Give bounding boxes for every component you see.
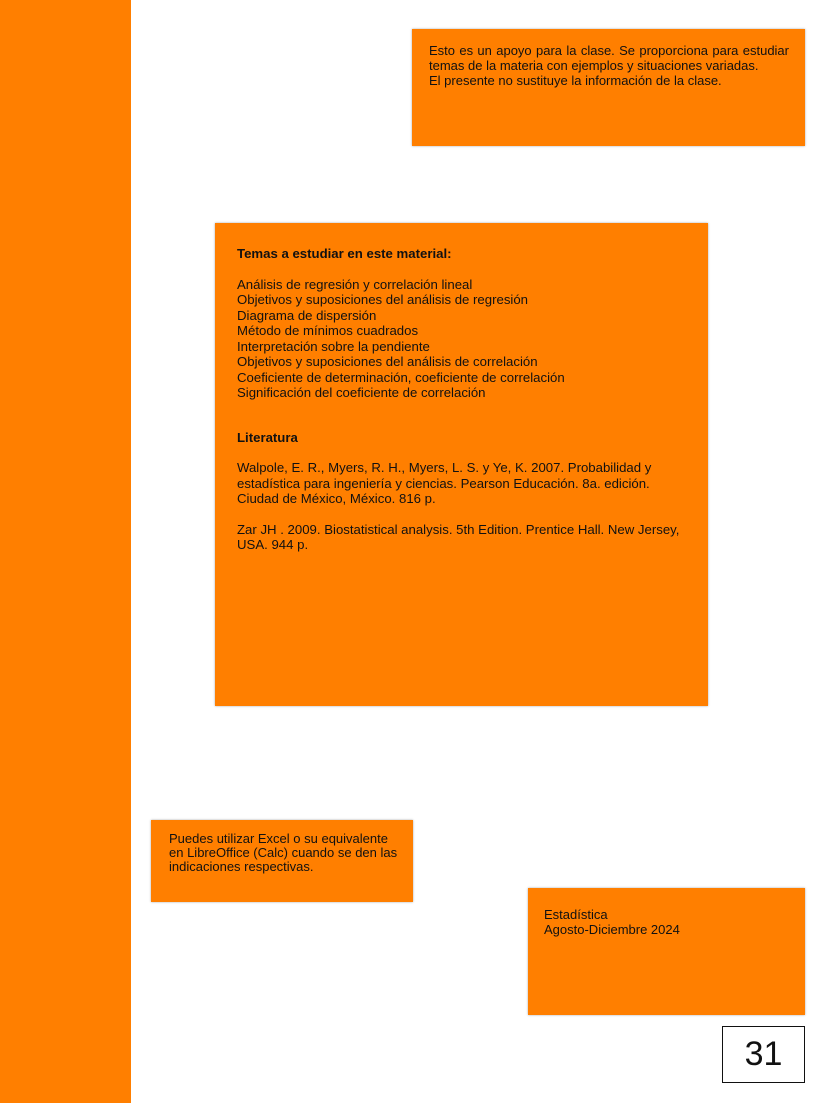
- excel-note-box: [151, 820, 413, 902]
- topics-box: [215, 223, 708, 706]
- notice-text-support: Esto es un apoyo para la clase. Se proporciona para estudiar temas de la materia con ejemplos y situaciones variadas.: [429, 43, 789, 73]
- notice-box: [412, 29, 805, 146]
- excel-note-text: Puedes utilizar Excel o su equivalente en LibreOffice (Calc) cuando se den las indicaciones respectivas.: [169, 831, 398, 874]
- topic-item: Objetivos y suposiciones del análisis de regresión: [237, 292, 529, 307]
- topics-heading: Temas a estudiar en este material:: [237, 246, 452, 261]
- topic-item: Interpretación sobre la pendiente: [237, 338, 430, 354]
- page-number: 31: [722, 1026, 805, 1083]
- topic-item: Análisis de regresión y correlación lineal: [237, 276, 473, 292]
- topic-item: Método de mínimos cuadrados: [237, 323, 419, 338]
- sidebar-band: [0, 0, 131, 1103]
- notice-text-disclaimer: El presente no sustituye la información de la clase.: [429, 73, 722, 88]
- literature-reference-walpole: Walpole, E. R., Myers, R. H., Myers, L. S. y Ye, K. 2007. Probabilidad y estadística para ingeniería y ciencias. Pearson Educación. 8a. edición. Ciudad de México, México. 816 p.: [237, 460, 652, 506]
- literature-reference-zar: Zar JH . 2009. Biostatistical analysis. 5th Edition. Prentice Hall. New Jersey, USA. 944 p.: [237, 521, 680, 552]
- topic-item: Objetivos y suposiciones del análisis de correlación: [237, 354, 538, 369]
- topic-item: Significación del coeficiente de correlación: [237, 385, 486, 400]
- course-period: Agosto-Diciembre 2024: [544, 921, 680, 937]
- topic-item: Diagrama de dispersión: [237, 307, 377, 323]
- course-name: Estadística: [544, 907, 608, 922]
- topic-item: Coeficiente de determinación, coeficiente de correlación: [237, 369, 565, 385]
- topics-list: [237, 277, 686, 401]
- literature-heading: Literatura: [237, 429, 298, 445]
- course-info-box: [528, 888, 805, 1015]
